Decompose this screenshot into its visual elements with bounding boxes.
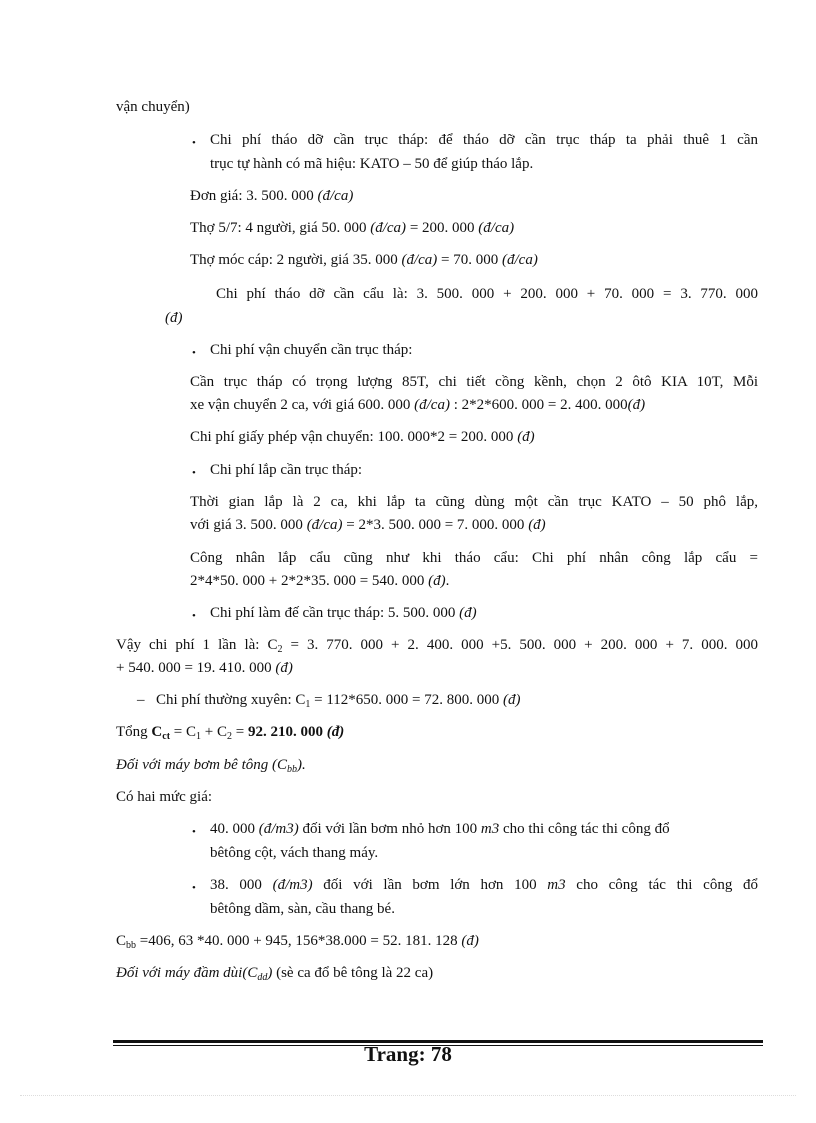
text-don-gia: Đơn giá: 3. 500. 000 (đ/ca) bbox=[190, 188, 354, 204]
dash-icon: – bbox=[137, 692, 145, 708]
text-cbb-formula: $C_{bb} =406$, 63 *40. 000 + 945, 156*38.000 = 52. 181. 128 (đ) bbox=[116, 933, 479, 951]
bullet-lam-de: Chi phí làm đế cần trục tháp: 5. 500. 000 (đ) bbox=[210, 605, 477, 621]
bullet-icon: • bbox=[192, 347, 196, 359]
text-can-truc-line1: Cần trục tháp có trọng lượng 85T, chi tiết cồng kềnh, chọn 2 ôtô KIA 10T, Mỗi bbox=[190, 374, 758, 390]
text-can-truc-line2: xe vận chuyển 2 ca, với giá 600. 000 (đ/ca) : 2*2*600. 000 = 2. 400. 000(đ) bbox=[190, 397, 646, 413]
bullet-thao-do-line1: Chi phí tháo dỡ cần trục tháp: để tháo dỡ cần trục tháp ta phải thuê 1 cần bbox=[210, 132, 758, 148]
page-bottom-border bbox=[20, 1095, 796, 1096]
text-thuong-xuyen: Chi phí thường xuyên: $C_1 = 112*650$. 000 = 72. 800. 000 (đ) bbox=[156, 692, 521, 710]
bullet-gia-38000-line2: bêtông dầm, sàn, cầu thang bé. bbox=[210, 901, 395, 917]
text-cong-nhan-line2: 2*4*50. 000 + 2*2*35. 000 = 540. 000 (đ). bbox=[190, 573, 450, 589]
bullet-gia-40000-line2: bêtông cột, vách thang máy. bbox=[210, 845, 379, 861]
bullet-van-chuyen: Chi phí vận chuyển cần trục tháp: bbox=[210, 342, 413, 358]
bullet-icon: • bbox=[192, 882, 196, 894]
bullet-lap-can-truc: Chi phí lắp cần trục tháp: bbox=[210, 462, 363, 478]
text-tong: Tổng $C_{ct} = C_1 + C_2 = 92$. 210. 000 (đ) bbox=[116, 724, 345, 742]
bullet-icon: • bbox=[192, 610, 196, 622]
text-tho-57: Thợ 5/7: 4 người, giá 50. 000 (đ/ca) = 200. 000 (đ/ca) bbox=[190, 220, 515, 236]
text-tho-moc-cap: Thợ móc cáp: 2 người, giá 35. 000 (đ/ca) = 70. 000 (đ/ca) bbox=[190, 252, 538, 268]
bullet-gia-40000-line1: 40. 000 (đ/m3) đối với lần bơm nhỏ hơn 100 m3 cho thi công tác thi công đổ bbox=[210, 821, 670, 837]
text-may-dam-dui: Đối với máy đầm $dùi(C_{dd})$ (sè ca đổ bê tông là 22 ca) bbox=[116, 965, 434, 983]
text-may-bom: Đối với máy bơm bê tông $(C_{bb})$. bbox=[116, 757, 306, 775]
text-line-van-chuyen: vận chuyển) bbox=[116, 99, 190, 115]
text-thoi-gian-line1: Thời gian lắp là 2 ca, khi lắp ta cũng dùng một cần trục KATO – 50 phô lắp, bbox=[190, 494, 758, 510]
bullet-icon: • bbox=[192, 467, 196, 479]
bullet-thao-do-line2: trục tự hành có mã hiệu: KATO – 50 để giúp tháo lắp. bbox=[210, 156, 534, 172]
text-co-hai-muc-gia: Có hai mức giá: bbox=[116, 789, 213, 805]
text-giay-phep: Chi phí giấy phép vận chuyển: 100. 000*2 = 200. 000 (đ) bbox=[190, 429, 535, 445]
text-chi-phi-thao-do-line2: (đ) bbox=[165, 310, 183, 326]
text-thoi-gian-line2: với giá 3. 500. 000 (đ/ca) = 2*3. 500. 000 = 7. 000. 000 (đ) bbox=[190, 517, 546, 533]
bullet-gia-38000-line1: 38. 000 (đ/m3) đối với lần bơm lớn hơn 100 m3 cho công tác thi công đổ bbox=[210, 877, 758, 893]
text-chi-phi-thao-do-line1: Chi phí tháo dỡ cần cẩu là: 3. 500. 000 + 200. 000 + 70. 000 = 3. 770. 000 bbox=[216, 286, 758, 302]
text-vay-chi-phi-line2: + 540. 000 = 19. 410. 000 (đ) bbox=[116, 660, 293, 676]
text-vay-chi-phi-line1: Vậy chi phí 1 lần là: $C_2 = 3$. 770. 000 + 2. 400. 000 +5. 500. 000 + 200. 000 + 7. 000. 000 bbox=[116, 637, 758, 655]
bullet-icon: • bbox=[192, 826, 196, 838]
bullet-icon: • bbox=[192, 137, 196, 149]
text-cong-nhan-line1: Công nhân lắp cẩu cũng như khi tháo cẩu: Chi phí nhân công lắp cẩu = bbox=[190, 550, 758, 566]
page-number: Trang: 78 bbox=[364, 1042, 452, 1066]
